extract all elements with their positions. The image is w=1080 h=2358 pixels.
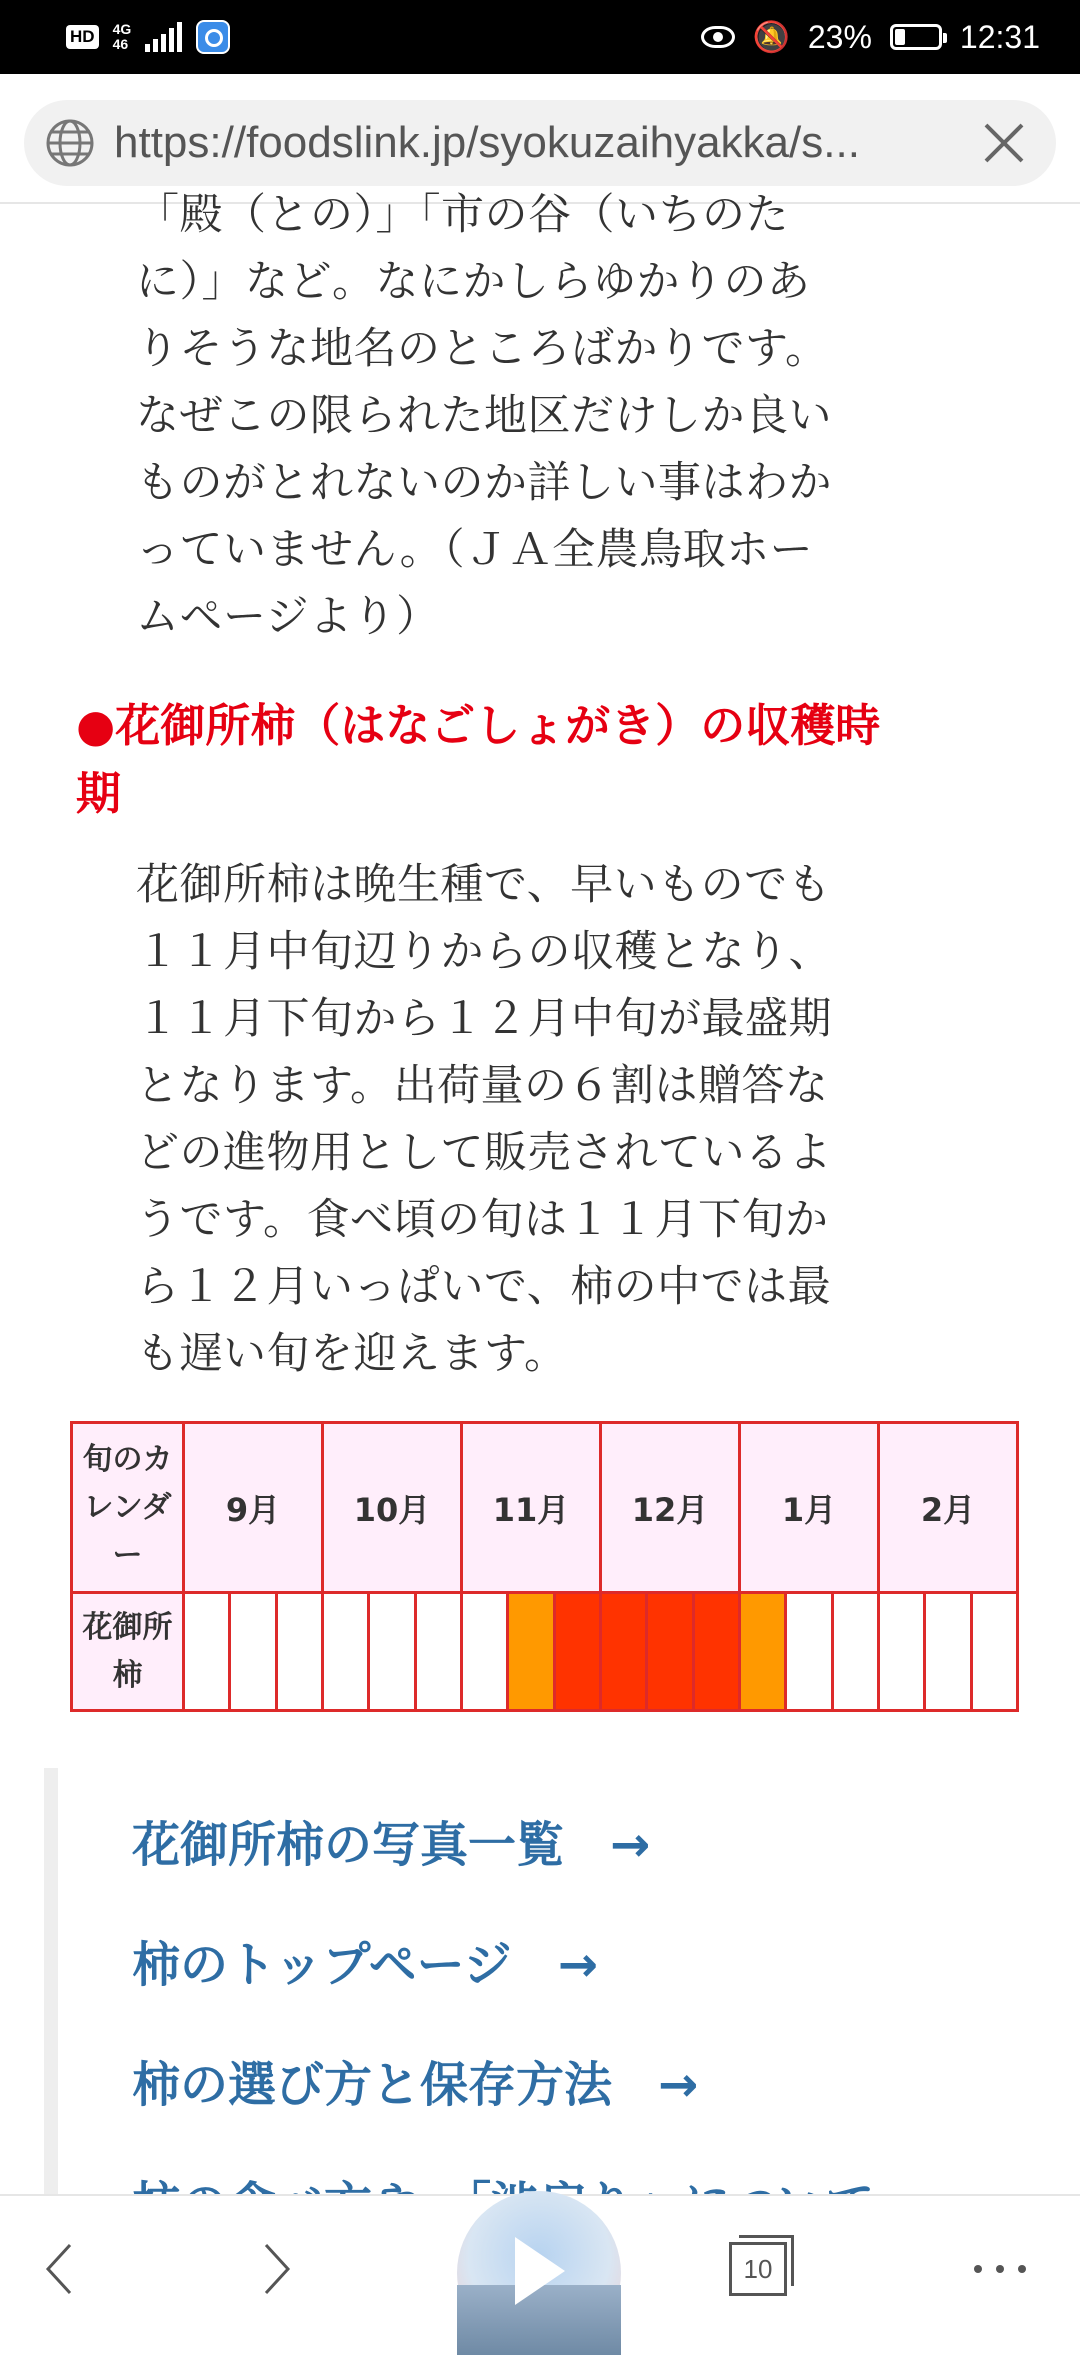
tabs-icon: 10 (729, 2242, 787, 2296)
app-notification-icon (196, 20, 230, 54)
close-icon[interactable] (978, 117, 1030, 169)
calendar-cell (323, 1593, 369, 1711)
calendar-cell (693, 1593, 739, 1711)
page-content (0, 190, 1080, 2194)
calendar-cell (879, 1593, 925, 1711)
back-button[interactable] (20, 2196, 100, 2342)
globe-icon (44, 117, 96, 169)
calendar-cell (415, 1593, 461, 1711)
month-header: 2月 (879, 1423, 1018, 1593)
link-kaki-top[interactable]: 柿のトップページ → (132, 1937, 598, 1993)
calendar-cell (647, 1593, 693, 1711)
calendar-cell (601, 1593, 647, 1711)
calendar-cell (184, 1593, 230, 1711)
bottom-nav-bar (0, 2194, 1080, 2340)
chevron-right-icon (256, 2239, 296, 2299)
calendar-row-label: 花御所 柿 (72, 1593, 184, 1711)
battery-percent: 23% (807, 18, 872, 55)
calendar-cell (740, 1593, 786, 1711)
more-menu-button[interactable] (950, 2196, 1050, 2342)
network-type: 4G 46 (112, 21, 132, 52)
chevron-left-icon (40, 2239, 80, 2299)
calendar-cell (230, 1593, 276, 1711)
calendar-cell (462, 1593, 508, 1711)
month-header: 1月 (740, 1423, 879, 1593)
calendar-cell (832, 1593, 878, 1711)
link-select-storage[interactable]: 柿の選び方と保存方法 → (132, 2057, 699, 2113)
home-orb (457, 2191, 621, 2355)
calendar-cell (369, 1593, 415, 1711)
season-calendar (70, 1421, 1019, 1712)
forward-button[interactable] (236, 2196, 316, 2342)
month-header: 11月 (462, 1423, 601, 1593)
month-header: 10月 (323, 1423, 462, 1593)
calendar-cell (276, 1593, 322, 1711)
calendar-cell (786, 1593, 832, 1711)
more-dots-icon (974, 2265, 1026, 2273)
calendar-cell (971, 1593, 1017, 1711)
harvest-paragraph: 花御所柿は晩生種で、早いものでも １１月中旬辺りからの収穫となり、 １１月下旬から１２月中旬が最盛期 となります。出荷量の６割は贈答な どの進物用として販売されているよ うです。食べ頃の旬は１１月下旬か ら１２月いっぱいで、柿の中では最 も遅い旬を迎えます。 (136, 860, 832, 1379)
section-heading: ●花御所柿（はなごしょがき）の収穫時 期 (76, 699, 881, 820)
link-photo-list[interactable]: 花御所柿の写真一覧 → (132, 1817, 651, 1873)
calendar-cell (554, 1593, 600, 1711)
play-icon (515, 2237, 565, 2305)
hd-badge: HD (66, 25, 99, 49)
url-text[interactable]: https://foodslink.jp/syokuzaihyakka/s... (114, 118, 860, 167)
battery-icon (890, 24, 942, 50)
month-header: 9月 (184, 1423, 323, 1593)
calendar-cell (508, 1593, 554, 1711)
status-bar (0, 0, 1080, 74)
month-header: 12月 (601, 1423, 740, 1593)
calendar-header-label: 旬のカ レンダ ー (72, 1423, 184, 1593)
address-bar[interactable] (24, 100, 1056, 186)
home-video-button[interactable] (454, 2188, 624, 2358)
related-links (44, 1768, 1080, 2208)
intro-paragraph: 「殿（との）」「市の谷（いちのた に）」など。なにかしらゆかりのあ りそうな地名のところばかりです。 なぜこの限られた地区だけしか良い ものがとれないのか詳しい事はわか っていません。（ＪＡ全農鳥取ホー ムページより） (136, 190, 832, 642)
tabs-button[interactable] (718, 2196, 798, 2342)
signal-icon (145, 22, 182, 52)
bell-muted-icon: 🔕 (752, 20, 790, 54)
eye-comfort-icon (701, 26, 735, 48)
calendar-cell (925, 1593, 971, 1711)
clock: 12:31 (959, 18, 1040, 55)
